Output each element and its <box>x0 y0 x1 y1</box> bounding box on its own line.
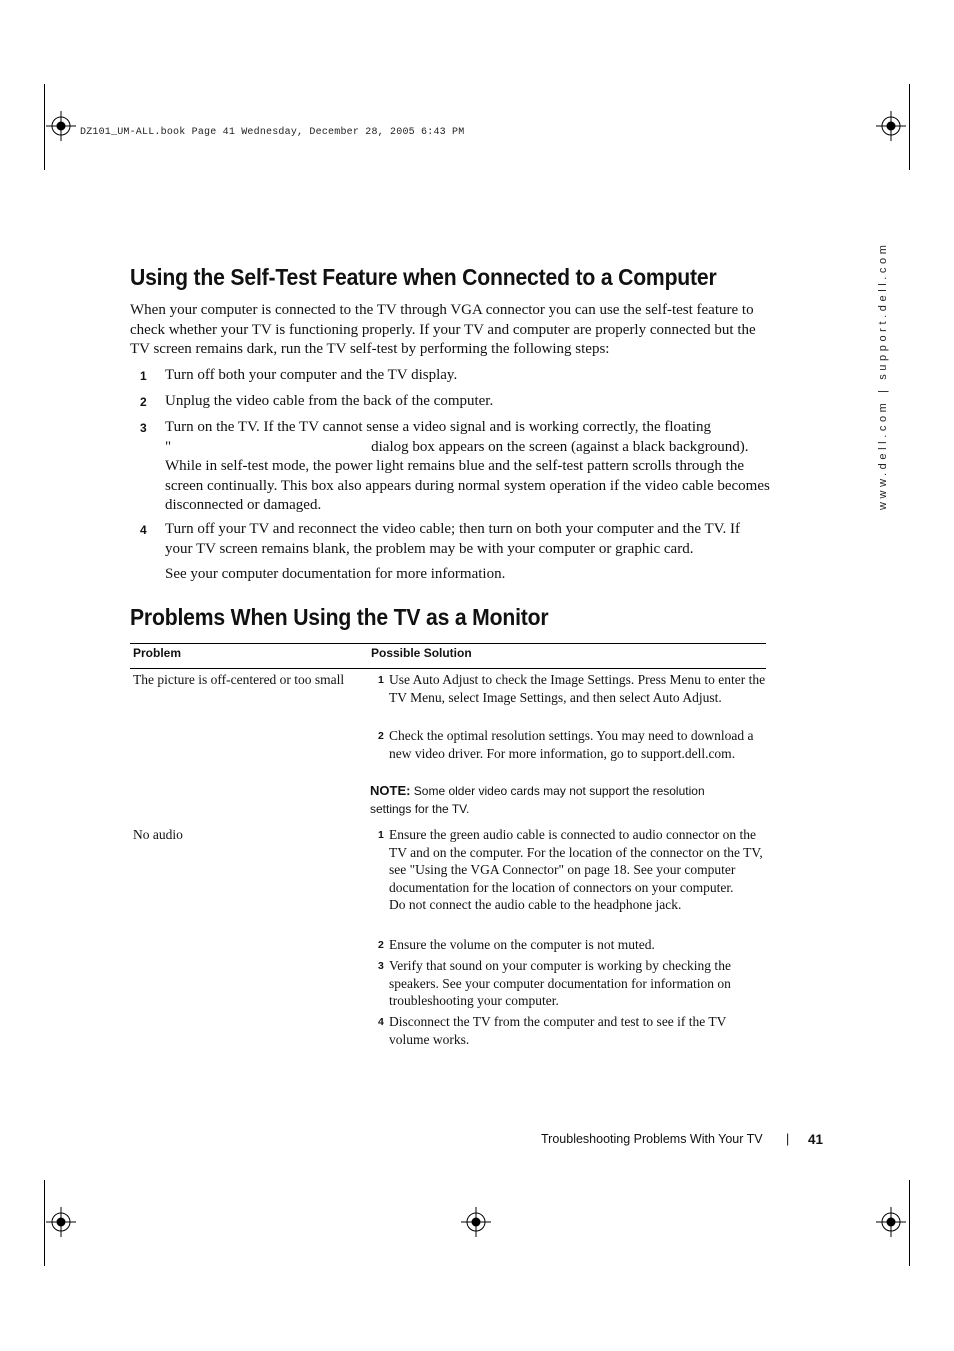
solution-text: Ensure the volume on the computer is not muted. <box>389 937 655 952</box>
solution-text-main: Ensure the green audio cable is connected to audio connector on the TV and on the computer. For the location of the connector on the TV, see "Using the VGA Connector" on page 18. See your computer documentation for the location of connectors on your computer. <box>389 827 763 895</box>
section-title-self-test: Using the Self-Test Feature when Connected to a Computer <box>130 264 717 290</box>
step-number: 3 <box>140 421 147 435</box>
table-row <box>378 826 768 914</box>
solution-text: Check the optimal resolution settings. You may need to download a new video driver. For more information, go to support.dell.com. <box>389 728 754 761</box>
step-text-quote: " <box>165 438 172 455</box>
registration-mark-icon <box>876 1207 906 1237</box>
table-header-solution: Possible Solution <box>371 646 472 660</box>
step-followup-text: See your computer documentation for more information. <box>165 566 506 582</box>
step-text: Unplug the video cable from the back of the computer. <box>165 393 494 409</box>
note-text: Some older video cards may not support the resolution settings for the TV. <box>370 784 705 816</box>
table-header-rule <box>130 668 766 669</box>
section-title-monitor-problems: Problems When Using the TV as a Monitor <box>130 604 549 630</box>
step-text-part: dialog box appears on the screen (against a black background). While in self-test mode, the power light remains blue and the self-test pattern scrolls through the screen continually. This box also appears during normal system operation if the video cable becomes disconnected or damaged. <box>165 438 770 513</box>
list-item <box>140 520 770 559</box>
footer-chapter: Troubleshooting Problems With Your TV <box>541 1132 763 1146</box>
footer-separator: | <box>786 1132 790 1146</box>
list-item <box>140 392 770 412</box>
table-header-problem: Problem <box>133 646 182 660</box>
registration-mark-icon <box>461 1207 491 1237</box>
step-number: 1 <box>140 369 147 383</box>
solution-text: Use Auto Adjust to check the Image Settings. Press Menu to enter the TV Menu, select Image Settings, and then select Auto Adjust. <box>389 672 766 705</box>
table-row <box>378 957 768 1010</box>
step-number: 4 <box>140 523 147 537</box>
solution-number: 2 <box>378 730 384 742</box>
list-item-note <box>140 565 770 585</box>
solution-number: 2 <box>378 939 384 951</box>
note <box>370 782 740 818</box>
solution-number: 4 <box>378 1016 384 1028</box>
solution-text: Disconnect the TV from the computer and test to see if the TV volume works. <box>389 1014 727 1047</box>
registration-mark-icon <box>46 111 76 141</box>
solution-number: 3 <box>378 960 384 972</box>
table-row <box>378 936 768 954</box>
solution-text <box>389 826 768 914</box>
table-row <box>378 671 768 706</box>
solution-text-extra: Do not connect the audio cable to the headphone jack. <box>389 897 682 912</box>
table-row <box>378 1013 768 1048</box>
registration-mark-icon <box>876 111 906 141</box>
file-info-header: DZ101_UM-ALL.book Page 41 Wednesday, December 28, 2005 6:43 PM <box>80 127 465 138</box>
step-text: Turn off both your computer and the TV display. <box>165 367 458 383</box>
solution-number: 1 <box>378 829 384 841</box>
table-cell-problem: The picture is off-centered or too small <box>133 672 345 687</box>
side-url: www.dell.com | support.dell.com <box>877 241 889 510</box>
registration-mark-icon <box>46 1207 76 1237</box>
step-text-part: Turn on the TV. If the TV cannot sense a video signal and is working correctly, the floating <box>165 419 712 435</box>
page-number: 41 <box>808 1132 824 1147</box>
table-row <box>378 727 768 762</box>
step-text: Turn off your TV and reconnect the video cable; then turn on both your computer and the TV. If your TV screen remains blank, the problem may be with your computer or graphic card. <box>165 521 741 557</box>
list-item <box>140 366 770 386</box>
table-cell-problem: No audio <box>133 827 183 842</box>
step-text <box>165 418 770 516</box>
table-top-rule <box>130 643 766 644</box>
step-number: 2 <box>140 395 147 409</box>
solution-number: 1 <box>378 674 384 686</box>
list-item <box>140 418 770 516</box>
solution-text: Verify that sound on your computer is working by checking the speakers. See your computer documentation for information on troubleshooting your computer. <box>389 958 731 1008</box>
note-label: NOTE: <box>370 783 411 798</box>
intro-paragraph: When your computer is connected to the TV through VGA connector you can use the self-test feature to check whether your TV is functioning properly. If your TV and computer are properly connected but the TV screen remains dark, run the TV self-test by performing the following steps: <box>130 302 756 357</box>
